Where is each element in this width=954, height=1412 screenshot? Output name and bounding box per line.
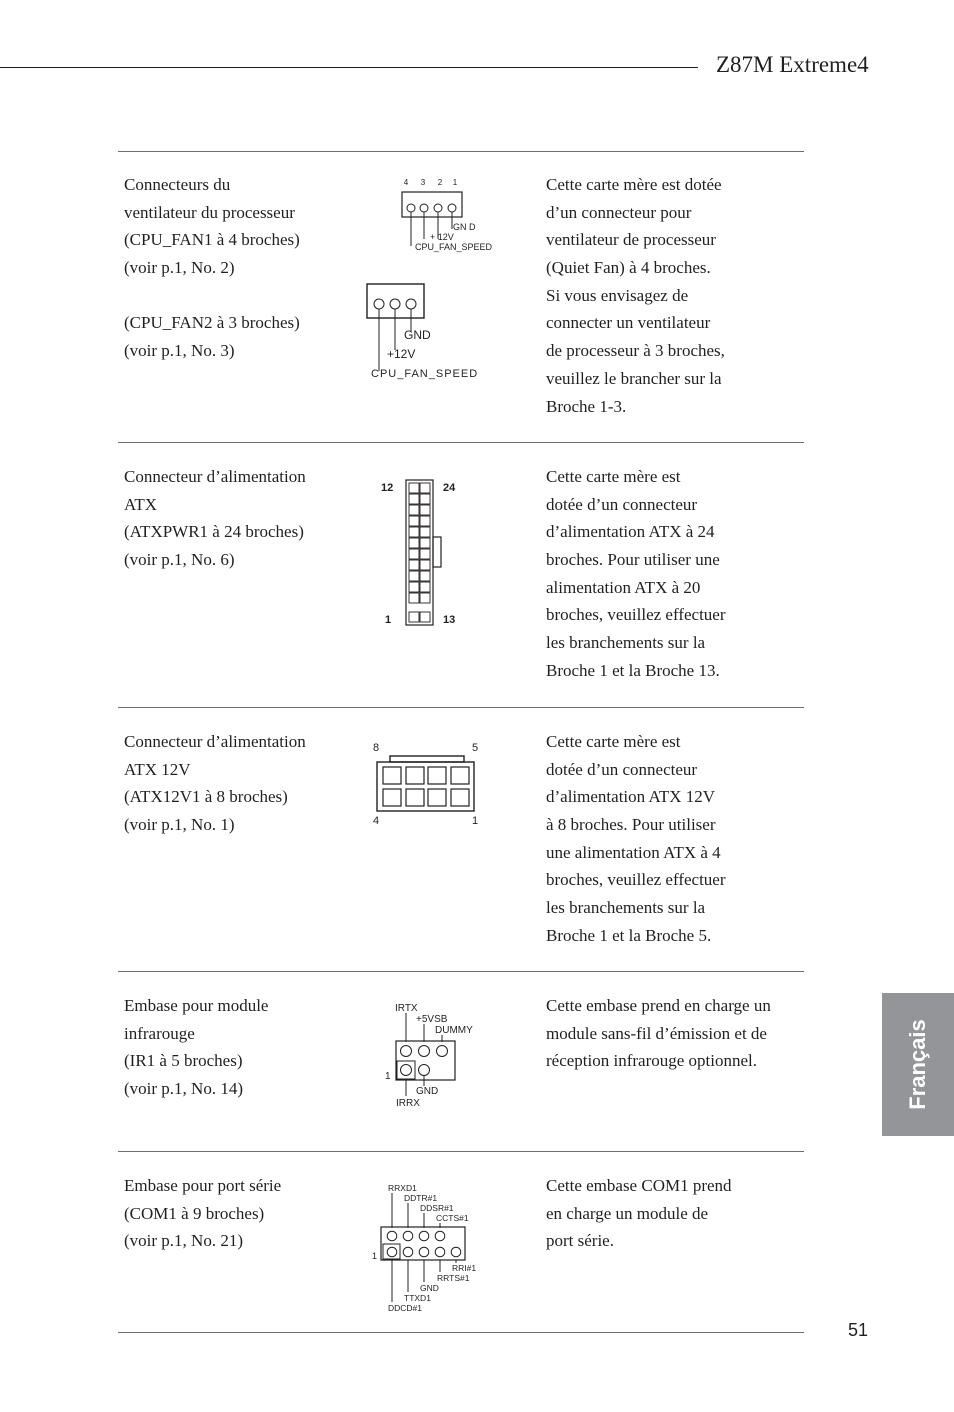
text-line: alimentation ATX à 20: [546, 577, 701, 597]
pin: [409, 612, 419, 622]
text-line: ventilateur du processeur: [124, 202, 295, 222]
atx12v1-diagram: [373, 742, 478, 827]
pin: [420, 483, 430, 493]
atxpwr1-diagram: [381, 480, 456, 626]
text-line: Broche 1-3.: [546, 396, 627, 416]
text-line: Embase pour port série: [124, 1176, 282, 1195]
page-header-title: Z87M Extreme4: [716, 52, 869, 77]
pin-label: 12: [381, 482, 394, 494]
cpu-fan1-diagram: [402, 178, 493, 252]
pin1-label: 1: [372, 1251, 378, 1261]
text-line: (IR1 à 5 broches): [124, 1051, 243, 1071]
text-line: (Quiet Fan) à 4 broches.: [546, 258, 711, 278]
pin: [419, 1231, 429, 1241]
pin-label: 4: [373, 815, 380, 827]
text-line: (ATX12V1 à 8 broches): [124, 787, 288, 807]
pin-grid: [409, 483, 430, 622]
pin: [435, 1231, 445, 1241]
pin: [409, 571, 419, 581]
text-line: ATX: [124, 494, 158, 514]
text-line: (CPU_FAN1 à 4 broches): [124, 230, 300, 250]
pin: [390, 299, 400, 309]
pin-label: 1: [385, 614, 392, 626]
pin: [374, 299, 384, 309]
text-line: Cette carte mère est dotée: [546, 175, 722, 194]
text-line: (voir p.1, No. 14): [124, 1079, 243, 1099]
text-line: (voir p.1, No. 1): [124, 815, 235, 835]
rrts1-label: RRTS#1: [437, 1273, 470, 1283]
text-line: veuillez le brancher sur la: [546, 368, 722, 388]
pin: [383, 767, 401, 784]
text-line: réception infrarouge optionnel.: [546, 1051, 758, 1071]
pin: [420, 571, 430, 581]
pin: [420, 204, 428, 212]
pin-number-label: 2: [437, 178, 443, 187]
com1-diagram: [372, 1183, 476, 1313]
connector-latch: [390, 756, 464, 762]
text-line: Cette carte mère est: [546, 732, 681, 751]
pin: [419, 1065, 430, 1076]
text-line: (voir p.1, No. 21): [124, 1231, 243, 1251]
pin: [420, 612, 430, 622]
text-line: de processeur à 3 broches,: [546, 341, 725, 361]
text-line: en charge un module de: [546, 1203, 709, 1223]
pin: [420, 494, 430, 504]
ttxd1-label: TTXD1: [404, 1293, 431, 1303]
page-number: 51: [848, 1320, 869, 1340]
text-line: Connecteur d’alimentation: [124, 732, 306, 751]
language-label: Français: [905, 1019, 930, 1110]
pin: [406, 789, 424, 806]
pin: [420, 516, 430, 526]
pin-number-label: 3: [420, 178, 426, 187]
pin: [428, 767, 446, 784]
irrx-label: IRRX: [396, 1098, 420, 1109]
pin: [403, 1247, 413, 1257]
vsb-label: +5VSB: [416, 1014, 448, 1025]
ddsr1-label: DDSR#1: [420, 1203, 454, 1213]
text-line: d’alimentation ATX 12V: [546, 787, 716, 807]
text-line: Broche 1 et la Broche 5.: [546, 925, 712, 945]
ccts1-label: CCTS#1: [436, 1213, 469, 1223]
pin: [401, 1046, 412, 1057]
pin: [406, 767, 424, 784]
pin-label: 8: [373, 742, 380, 754]
pin: [435, 1247, 445, 1257]
text-line: infrarouge: [124, 1023, 195, 1043]
gnd-label: GN D: [453, 222, 476, 232]
text-line: port série.: [546, 1231, 614, 1251]
pin: [420, 527, 430, 537]
pin1-marker: [397, 1061, 415, 1079]
text-line: (CPU_FAN2 à 3 broches): [124, 313, 300, 333]
text-line: les branchements sur la: [546, 633, 706, 653]
pin: [451, 767, 469, 784]
text-line: connecter un ventilateur: [546, 313, 711, 333]
text-line: (voir p.1, No. 3): [124, 341, 235, 361]
rri1-label: RRI#1: [452, 1263, 477, 1273]
text-line: les branchements sur la: [546, 898, 706, 918]
pin-number-label: 1: [452, 178, 458, 187]
pin: [409, 516, 419, 526]
pin: [409, 593, 419, 603]
pin1-label: 1: [385, 1071, 391, 1082]
pin: [387, 1247, 397, 1257]
pin: [387, 1231, 397, 1241]
speed-label: CPU_FAN_SPEED: [371, 368, 479, 380]
ir1-diagram: [385, 1003, 473, 1109]
text-line: à 8 broches. Pour utiliser: [546, 815, 716, 835]
pin: [406, 299, 416, 309]
pin: [409, 483, 419, 493]
connector-housing: [377, 762, 474, 811]
pin: [409, 549, 419, 559]
cpu-fan2-diagram: [367, 284, 478, 380]
text-line: ATX 12V: [124, 759, 191, 779]
pin: [451, 789, 469, 806]
pin: [420, 505, 430, 515]
pin-number-label: 4: [403, 178, 409, 187]
speed-label: CPU_FAN_SPEED: [415, 242, 493, 252]
pin: [403, 1231, 413, 1241]
irtx-label: IRTX: [395, 1003, 418, 1014]
pin-label: 5: [472, 742, 479, 754]
gnd-label: GND: [404, 328, 431, 342]
text-line: ventilateur de processeur: [546, 230, 716, 250]
pin: [409, 505, 419, 515]
pin-label: 13: [443, 614, 456, 626]
pin: [437, 1046, 448, 1057]
pin: [420, 582, 430, 592]
text-line: (voir p.1, No. 6): [124, 550, 235, 570]
pin: [448, 204, 456, 212]
pin: [409, 560, 419, 570]
pin: [409, 494, 419, 504]
pin: [420, 593, 430, 603]
text-line: Cette embase prend en charge un: [546, 996, 771, 1015]
text-line: dotée d’un connecteur: [546, 494, 698, 514]
rrxd1-label: RRXD1: [388, 1183, 417, 1193]
pin: [401, 1065, 412, 1076]
text-line: Broche 1 et la Broche 13.: [546, 660, 720, 680]
text-line: d’un connecteur pour: [546, 202, 692, 222]
text-line: Connecteurs du: [124, 175, 231, 194]
pin: [409, 538, 419, 548]
text-line: (ATXPWR1 à 24 broches): [124, 522, 304, 542]
pin: [420, 560, 430, 570]
text-line: module sans-fil d’émission et de: [546, 1023, 767, 1043]
text-line: (COM1 à 9 broches): [124, 1203, 265, 1223]
pin: [383, 789, 401, 806]
pin: [434, 204, 442, 212]
pin: [428, 789, 446, 806]
text-line: une alimentation ATX à 4: [546, 842, 721, 862]
text-line: broches, veuillez effectuer: [546, 870, 726, 890]
pin-label: 1: [472, 815, 479, 827]
ddtr1-label: DDTR#1: [404, 1193, 438, 1203]
text-line: Connecteur d’alimentation: [124, 467, 306, 486]
dummy-label: DUMMY: [435, 1025, 473, 1036]
text-line: (voir p.1, No. 2): [124, 258, 235, 278]
pin: [409, 527, 419, 537]
pin: [451, 1247, 461, 1257]
text-line: dotée d’un connecteur: [546, 759, 698, 779]
v12-label: +12V: [387, 347, 416, 361]
pin: [420, 549, 430, 559]
language-tab: [882, 993, 954, 1136]
text-line: Cette embase COM1 prend: [546, 1176, 732, 1195]
gnd-label: GND: [416, 1086, 439, 1097]
text-line: d’alimentation ATX à 24: [546, 522, 715, 542]
text-line: Si vous envisagez de: [546, 285, 689, 305]
pin: [409, 582, 419, 592]
pin: [419, 1046, 430, 1057]
pin: [407, 204, 415, 212]
pin: [420, 538, 430, 548]
gnd-label: GND: [420, 1283, 439, 1293]
text-line: Cette carte mère est: [546, 467, 681, 486]
pin: [419, 1247, 429, 1257]
text-line: Embase pour module: [124, 996, 269, 1015]
text-line: broches. Pour utiliser une: [546, 550, 720, 570]
pin-label: 24: [443, 482, 456, 494]
v12-label: + 12V: [430, 232, 454, 242]
text-line: broches, veuillez effectuer: [546, 605, 726, 625]
ddcd1-label: DDCD#1: [388, 1303, 423, 1313]
connector-latch: [433, 537, 441, 567]
